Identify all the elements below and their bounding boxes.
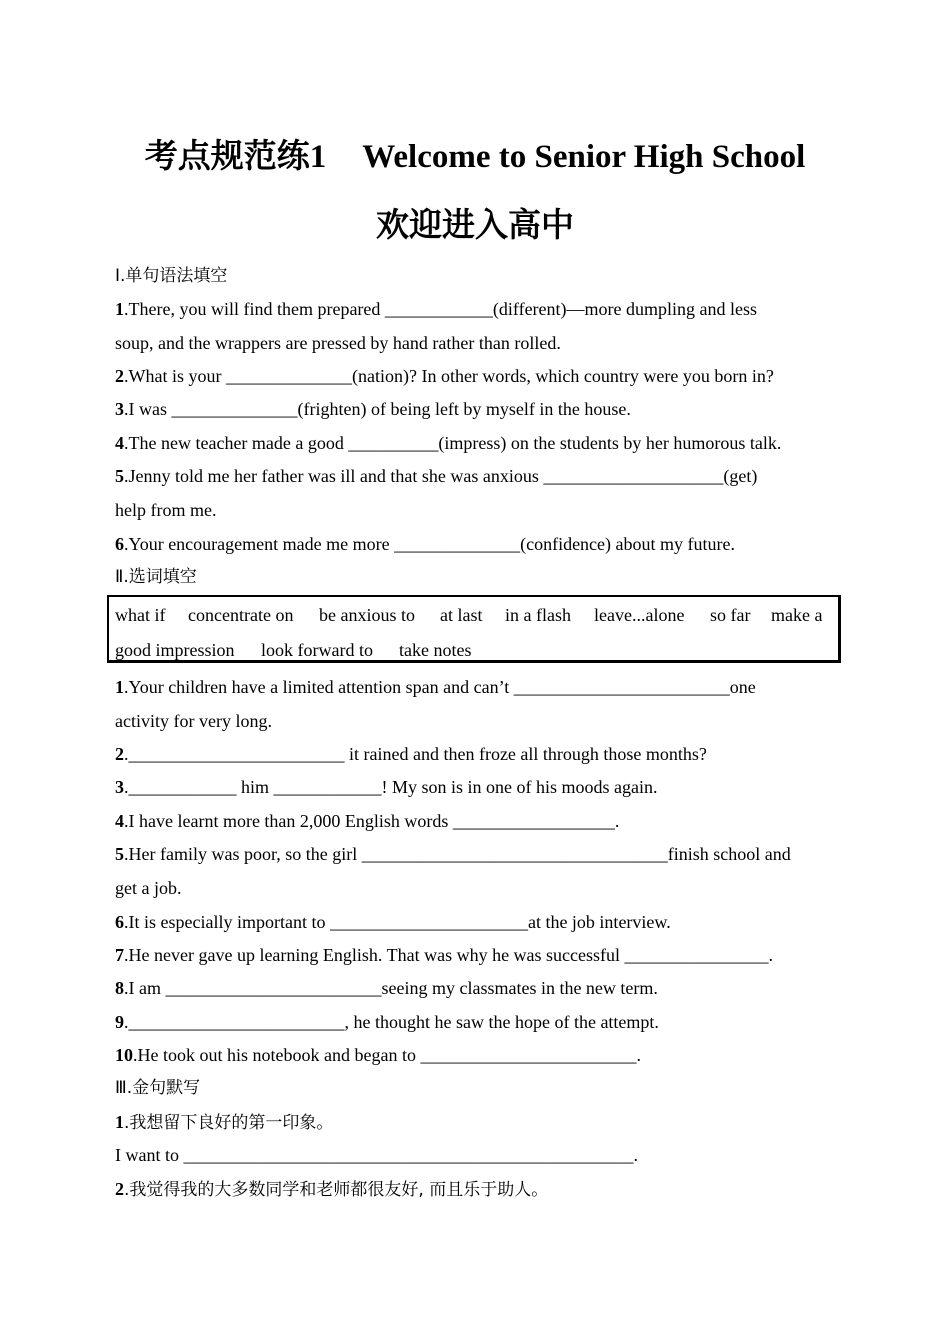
word-bank-item: be anxious to — [319, 605, 415, 625]
question-number: 7 — [115, 945, 124, 965]
s3-question-1 — [115, 1111, 333, 1134]
s1-question-5 — [115, 465, 757, 487]
word-bank-item: take notes — [399, 640, 472, 660]
section3-heading: Ⅲ.金句默写 — [115, 1078, 201, 1098]
question-number: 2 — [115, 366, 124, 386]
s1-question-1-cont: soup, and the wrappers are pressed by hand rather than rolled. — [115, 333, 561, 353]
word-bank-item: at last — [440, 605, 483, 625]
word-bank-item: leave...alone — [594, 605, 685, 625]
s2-question-9 — [115, 1011, 659, 1033]
question-number: 4 — [115, 811, 124, 831]
section1-heading: Ⅰ.单句语法填空 — [115, 266, 228, 286]
word-bank-item: in a flash — [505, 605, 571, 625]
s2-question-4 — [115, 810, 619, 832]
s1-question-5-cont: help from me. — [115, 500, 217, 520]
question-text: .It is especially important to ______________________at the job interview. — [124, 912, 671, 932]
s2-question-7 — [115, 944, 773, 966]
question-text: .I am ________________________seeing my classmates in the new term. — [124, 978, 658, 998]
question-number: 6 — [115, 912, 124, 932]
question-number: 1 — [115, 677, 124, 697]
question-chinese: .我觉得我的大多数同学和老师都很友好, 而且乐于助人。 — [124, 1180, 549, 1200]
title-number: 1 — [309, 139, 327, 175]
s2-question-10 — [115, 1044, 641, 1066]
question-number: 10 — [115, 1045, 133, 1065]
question-number: 2 — [115, 1179, 124, 1199]
question-text: .I have learnt more than 2,000 English words __________________. — [124, 811, 620, 831]
page-title — [0, 137, 950, 177]
question-text: .He took out his notebook and began to ________________________. — [133, 1045, 641, 1065]
word-bank-item: look forward to — [261, 640, 373, 660]
question-text: .Jenny told me her father was ill and that she was anxious ____________________(get) — [124, 466, 758, 486]
word-bank-item: make a — [771, 605, 823, 625]
word-bank-item: what if — [115, 605, 166, 625]
s2-question-1 — [115, 676, 756, 698]
s2-question-2 — [115, 743, 707, 765]
question-number: 1 — [115, 299, 124, 319]
question-number: 6 — [115, 534, 124, 554]
page-subtitle: 欢迎进入高中 — [376, 208, 574, 244]
word-bank-item: good impression — [115, 640, 235, 660]
question-text: .I was ______________(frighten) of being left by myself in the house. — [124, 399, 631, 419]
question-text: .The new teacher made a good __________(impress) on the students by her humorous talk. — [124, 433, 782, 453]
question-text: .Her family was poor, so the girl __________________________________finish school and — [124, 844, 791, 864]
s2-question-3 — [115, 776, 658, 798]
s2-question-6 — [115, 911, 671, 933]
question-number: 5 — [115, 844, 124, 864]
question-text: .What is your ______________(nation)? In other words, which country were you born in? — [124, 366, 774, 386]
s3-answer-line-1: I want to __________________________________________________. — [115, 1145, 638, 1165]
s1-question-1 — [115, 298, 757, 320]
s1-question-2 — [115, 365, 774, 387]
question-number: 3 — [115, 777, 124, 797]
word-bank-item: so far — [710, 605, 751, 625]
s1-question-3 — [115, 398, 631, 420]
s2-question-8 — [115, 977, 658, 999]
s2-question-5 — [115, 843, 791, 865]
s3-question-2 — [115, 1178, 548, 1201]
s2-question-5-cont: get a job. — [115, 878, 182, 898]
question-number: 8 — [115, 978, 124, 998]
question-number: 1 — [115, 1112, 124, 1132]
word-bank-box — [107, 595, 841, 663]
section2-heading: Ⅱ.选词填空 — [115, 567, 197, 587]
question-text: .Your children have a limited attention span and can’t ________________________one — [124, 677, 756, 697]
question-text: .____________ him ____________! My son is in one of his moods again. — [124, 777, 658, 797]
question-text: .There, you will find them prepared ____________(different)—more dumpling and less — [124, 299, 758, 319]
s1-question-4 — [115, 432, 781, 454]
question-number: 4 — [115, 433, 124, 453]
s1-question-6 — [115, 533, 735, 555]
title-english: Welcome to Senior High School — [362, 139, 806, 175]
question-text: .________________________ it rained and then froze all through those months? — [124, 744, 707, 764]
question-chinese: .我想留下良好的第一印象。 — [124, 1113, 334, 1133]
question-text: .He never gave up learning English. That was why he was successful ________________. — [124, 945, 774, 965]
question-number: 5 — [115, 466, 124, 486]
question-text: .________________________, he thought he saw the hope of the attempt. — [124, 1012, 659, 1032]
word-bank-item: concentrate on — [188, 605, 294, 625]
question-number: 2 — [115, 744, 124, 764]
question-number: 3 — [115, 399, 124, 419]
question-text: .Your encouragement made me more ______________(confidence) about my future. — [124, 534, 735, 554]
title-chinese: 考点规范练 — [144, 139, 310, 175]
question-number: 9 — [115, 1012, 124, 1032]
s2-question-1-cont: activity for very long. — [115, 711, 272, 731]
